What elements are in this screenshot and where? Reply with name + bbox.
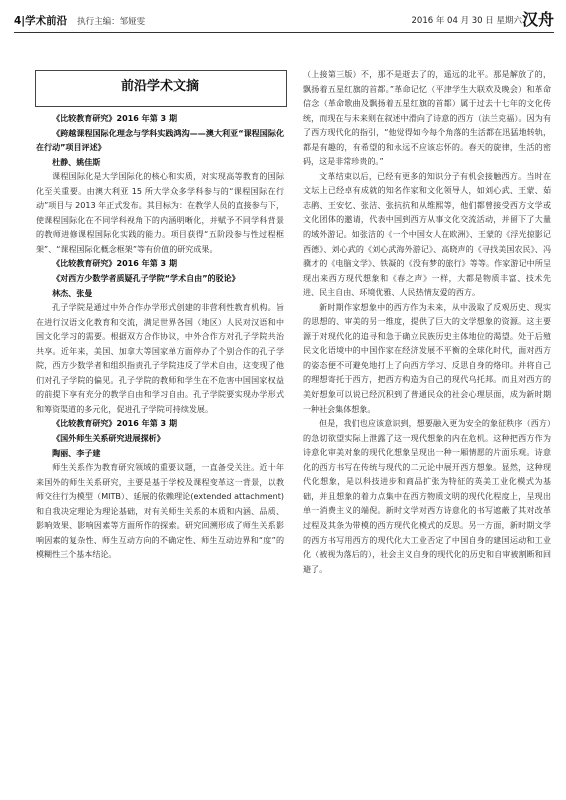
article-authors: 杜静、姚佳斯 <box>52 157 101 167</box>
continued-paragraph: （上接第三版）不，那不是逝去了的，遥远的北平。那是解放了的，飘扬着五星红旗的首都。”革命记忆（平津学生大联欢及晚会）和革命信念（革命歌曲及飘扬着五星红旗的首都）属于过去十七年的文化传统，而现在与未来则在叙述中滑向了诗意的西方（法兰克福）。因为有了西方现代化的指引，“他觉得如今每个角落的生活都在迅猛地转轨，都是有趣的，有希望的和永远不应该忘怀的。春天的旋律，生活的密码，这是非常珍贵的。” <box>303 70 551 167</box>
article-authors: 林杰、张曼 <box>52 288 93 298</box>
right-column <box>303 68 551 577</box>
section-title: 前沿学术文摘 <box>120 79 199 94</box>
article-authors: 陶丽、李子建 <box>52 448 101 458</box>
continued-paragraph: 文革结束以后，已经有更多的知识分子有机会接触西方。当时在文坛上已经卓有成就的知名作家和文化领导人，如刘心武、王蒙、茹志鹃、王安忆、张洁、张抗抗和从维熙等，他们都曾接受西方文学或文化团体的邀请，代表中国到西方从事文化交流活动，并留下了大量的域外游记。如张洁的《一个中国女人在欧洲》、王蒙的《浮光掠影记西德》、刘心武的《刘心武海外游记》、高晓声的《寻找美国农民》、冯骥才的《电脑文学》、铁凝的《没有梦的旅行》等等。作家游记中所呈现出来西方现代想象和《春之声》一样，大都是物质丰富、技术先进、民主自由、环境优雅、人民热情友爱的西方。 <box>303 171 551 298</box>
article-abstract: 课程国际化是大学国际化的核心和实质，对实现高等教育的国际化至关重要。由澳大利亚 15 所大学众多学科参与的“课程国际在行动”项目与 2013 年正式发布。其目标为：在教学人员的直接参与下，使课程国际化在不同学科视角下的内涵明晰化，并赋予不同学科背景的教师进修课程国际化实践的能力。项目获得“五阶段参与性过程框架”、“课程国际化概念框架”等有价值的研究成果。 <box>36 172 284 254</box>
article-source: 《比较教育研究》2016 年第 3 期 <box>52 419 178 429</box>
article-abstract: 师生关系作为教育研究领域的重要议题，一直备受关注。近十年来国外的师生关系研究，主要是基于学校及课程变革这一背景，以教师交往行为模型（MITB）、延展的依赖理论(extended attachment)和自我决定理论为理论基础，对有关师生关系的本质和内涵、品质、影响效果、影响因素等方面所作的探索。研究回溯形成了师生关系影响因素的复杂性、师生互动方向的不确定性、师生互动边界和“度”的模糊性三个基本结论。 <box>36 463 284 560</box>
continued-paragraph: 但是，我们也应该意识到，想要融入更为安全的象征秩序（西方）的急切欲望实际上泄露了这一现代想象的内在危机。这种把西方作为诗意化审美对象的现代化想象呈现出一种一厢情愿的片面乐观。诗意化的西方书写在传统与现代的二元论中展开西方想象。显然，这种现代化想象，是以科技进步和商品扩张为特征的英美工业化模式为基础，并且想象的着力点集中在西方物质文明的现代化程度上，呈现出单一消费主义的端倪。新时文学对西方诗意化的书写遮蔽了其对改革过程及其条为带模的西方现代化模式的反思。另一方面，新时期文学的西方书写用西方的现代化大工业否定了中国自身的建国运动和工业化（被视为落后的），社会主义自身的现代化的历史和自审被割断和回避了。 <box>303 419 551 574</box>
article-title: 《国外师生关系研究进展探析》 <box>52 434 165 444</box>
article-source: 《比较教育研究》2016 年第 3 期 <box>52 259 178 269</box>
page-section-label: 4|学术前沿 执行主编：邹娅雯 <box>14 15 146 27</box>
issue-date: 2016 年 04 月 30 日 星期六 <box>411 16 522 26</box>
newspaper-logo: 汉舟 <box>521 10 554 29</box>
header-divider <box>14 32 554 33</box>
page-header <box>0 0 566 34</box>
article-source: 《比较教育研究》2016 年第 3 期 <box>52 114 178 123</box>
executive-editor: 执行主编：邹娅雯 <box>77 17 146 27</box>
article-title: 《对西方少数学者质疑孔子学院“学术自由”的驳论》 <box>52 274 240 284</box>
continued-paragraph: 新时期作家想象中的西方作为未来，从中汲取了反观历史、现实的思想的、审美的另一维度，提供了巨大的文学想象的资源。这主要源于对现代化的追寻和急于确立民族历史主体地位的渴望。处于后殖民文化语境中的中国作家在经济发展不平衡的全球化时代，面对西方的姿态便不可避免地打上了向西方学习、反思自身的烙印。并将自己的理想寄托于西方，把西方构造为自己的现代乌托邦。而且对西方的美好想象可以说已经沉积到了普通民众的社会心理层面，成为新时期一种社会集体想象。 <box>303 302 551 414</box>
article-title: 《跨越课程国际化理念与学科实践鸿沟——澳大利亚“课程国际化在行动”项目评述》 <box>36 128 284 153</box>
article-abstract: 孔子学院是通过中外合作办学形式创建的非营利性教育机构。旨在进行汉语文化教育和交流，满足世界各国（地区）人民对汉语和中国文化学习的需要。根据双方合作协议，中外合作方对孔子学院共治共享。近年来，美国、加拿大等国家单方面停办了个别合作的孔子学院，西方少数学者和组织指责孔子学院违反了学术自由，这变现了他们对孔子学院的偏见。孔子学院的教师和学生在不危害中国国家权益的前提下享有充分的教学自由和学习自由。孔子学院要实现办学形式和筹资渠道的多元化，促进孔子学院可持续发展。 <box>36 303 284 414</box>
left-column <box>36 112 284 563</box>
